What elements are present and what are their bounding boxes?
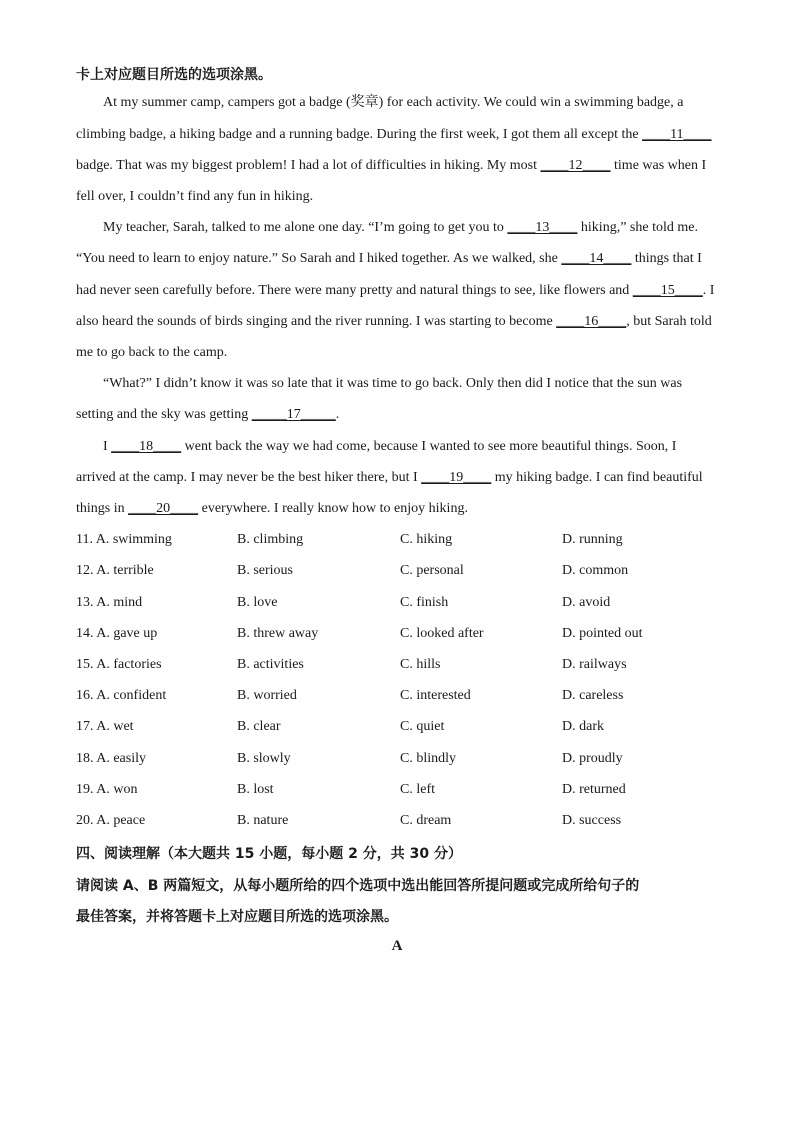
passage-line (76, 251, 718, 267)
option-c: C. blindly (400, 751, 457, 766)
option-a: 16. A. confident (76, 688, 167, 703)
section-heading: 四、阅读理解（本大题共 15 小题，每小题 2 分，共 30 分） (76, 846, 462, 862)
option-c: C. interested (400, 688, 471, 703)
question-15-options (76, 657, 718, 673)
passage-text: , but Sarah told (626, 314, 712, 329)
option-a: 13. A. mind (76, 595, 143, 610)
option-d: D. proudly (562, 751, 623, 766)
option-b: B. activities (237, 657, 304, 672)
blank-12: ____12____ (540, 158, 611, 173)
question-14-options (76, 626, 718, 642)
option-c: C. hills (400, 657, 441, 672)
option-b: B. slowly (237, 751, 291, 766)
option-d: D. returned (562, 782, 626, 797)
passage-text: hiking,” she told me. (577, 220, 698, 235)
option-d: D. dark (562, 719, 604, 734)
option-b: B. threw away (237, 626, 319, 641)
passage-label: A (391, 938, 403, 954)
option-d: D. pointed out (562, 626, 643, 641)
option-b: B. clear (237, 719, 281, 734)
passage-text: also heard the sounds of birds singing and the river running. I was starting to become (76, 314, 557, 329)
option-b: B. love (237, 595, 278, 610)
blank-15: ____15____ (632, 283, 703, 298)
question-18-options (76, 751, 718, 767)
question-12-options (76, 563, 718, 579)
passage-text: had never seen carefully before. There were many pretty and natural things to see, like flowers and (76, 283, 633, 298)
option-c: C. left (400, 782, 435, 797)
instruction-tail: 卡上对应题目所选的选项涂黑。 (76, 67, 272, 83)
passage-text: badge. That was my biggest problem! I had a lot of difficulties in hiking. My most (76, 158, 541, 173)
option-d: D. common (562, 563, 629, 578)
passage-text: . I (702, 283, 715, 298)
passage-text: went back the way we had come, because I wanted to see more beautiful things. Soon, I (181, 439, 677, 454)
blank-20: ____20____ (128, 501, 199, 516)
passage-text: things in (76, 501, 129, 516)
option-a: 12. A. terrible (76, 563, 154, 578)
passage-text: “What?” I didn’t know it was so late that it was time to go back. Only then did I notice that the sun was (103, 376, 683, 391)
option-c: C. personal (400, 563, 464, 578)
option-b: B. climbing (237, 532, 304, 547)
passage-text: . (335, 407, 340, 422)
option-a: 17. A. wet (76, 719, 134, 734)
blank-11: ____11____ (642, 127, 712, 142)
option-c: C. hiking (400, 532, 453, 547)
question-16-options (76, 688, 718, 704)
passage-line (76, 314, 718, 330)
passage-text: things that I (631, 251, 702, 266)
question-13-options (76, 595, 718, 611)
option-d: D. railways (562, 657, 627, 672)
passage-text: setting and the sky was getting (76, 407, 252, 422)
blank-13: ____13____ (507, 220, 578, 235)
passage-line (76, 127, 718, 143)
passage-text: my hiking badge. I can find beautiful (491, 470, 703, 485)
option-d: D. success (562, 813, 622, 828)
passage-line (76, 189, 718, 205)
passage-text: me to go back to the camp. (76, 345, 228, 360)
option-b: B. worried (237, 688, 297, 703)
passage-line (103, 220, 718, 236)
blank-19: ____19____ (421, 470, 492, 485)
option-c: C. quiet (400, 719, 445, 734)
option-a: 19. A. won (76, 782, 138, 797)
passage-line (103, 439, 718, 455)
passage-line (103, 95, 718, 111)
option-d: D. careless (562, 688, 624, 703)
question-19-options (76, 782, 718, 798)
passage-text: At my summer camp, campers got a badge (奖章) for each activity. We could win a swimming badge, a (103, 95, 684, 110)
option-b: B. nature (237, 813, 289, 828)
passage-text: arrived at the camp. I may never be the best hiker there, but I (76, 470, 422, 485)
option-a: 11. A. swimming (76, 532, 172, 547)
passage-text: My teacher, Sarah, talked to me alone one day. “I’m going to get you to (103, 220, 508, 235)
passage-line (76, 470, 718, 486)
passage-line (76, 501, 718, 517)
blank-14: ____14____ (561, 251, 632, 266)
option-b: B. lost (237, 782, 274, 797)
blank-16: ____16____ (556, 314, 627, 329)
passage-line (103, 376, 718, 392)
passage-line (76, 407, 718, 423)
option-c: C. dream (400, 813, 452, 828)
passage-line (76, 345, 718, 361)
passage-text: everywhere. I really know how to enjoy hiking. (198, 501, 468, 516)
section-instruction: 最佳答案，并将答题卡上对应题目所选的选项涂黑。 (76, 909, 398, 925)
passage-text: fell over, I couldn’t find any fun in hiking. (76, 189, 314, 204)
option-a: 18. A. easily (76, 751, 146, 766)
passage-line (76, 283, 718, 299)
option-c: C. looked after (400, 626, 484, 641)
passage-text: “You need to learn to enjoy nature.” So Sarah and I hiked together. As we walked, she (76, 251, 562, 266)
question-11-options (76, 532, 718, 548)
passage-text: I (103, 439, 112, 454)
question-17-options (76, 719, 718, 735)
blank-18: ____18____ (111, 439, 182, 454)
passage-text: time was when I (610, 158, 707, 173)
blank-17: _____17_____ (251, 407, 336, 422)
passage-line (76, 158, 718, 174)
option-d: D. avoid (562, 595, 611, 610)
option-d: D. running (562, 532, 623, 547)
section-instruction: 请阅读 A、B 两篇短文，从每小题所给的四个选项中选出能回答所提问题或完成所给句子的 (76, 878, 640, 894)
option-a: 15. A. factories (76, 657, 162, 672)
option-c: C. finish (400, 595, 449, 610)
passage-text: climbing badge, a hiking badge and a running badge. During the first week, I got them all except the (76, 127, 643, 142)
question-20-options (76, 813, 718, 829)
option-b: B. serious (237, 563, 293, 578)
option-a: 14. A. gave up (76, 626, 158, 641)
option-a: 20. A. peace (76, 813, 146, 828)
